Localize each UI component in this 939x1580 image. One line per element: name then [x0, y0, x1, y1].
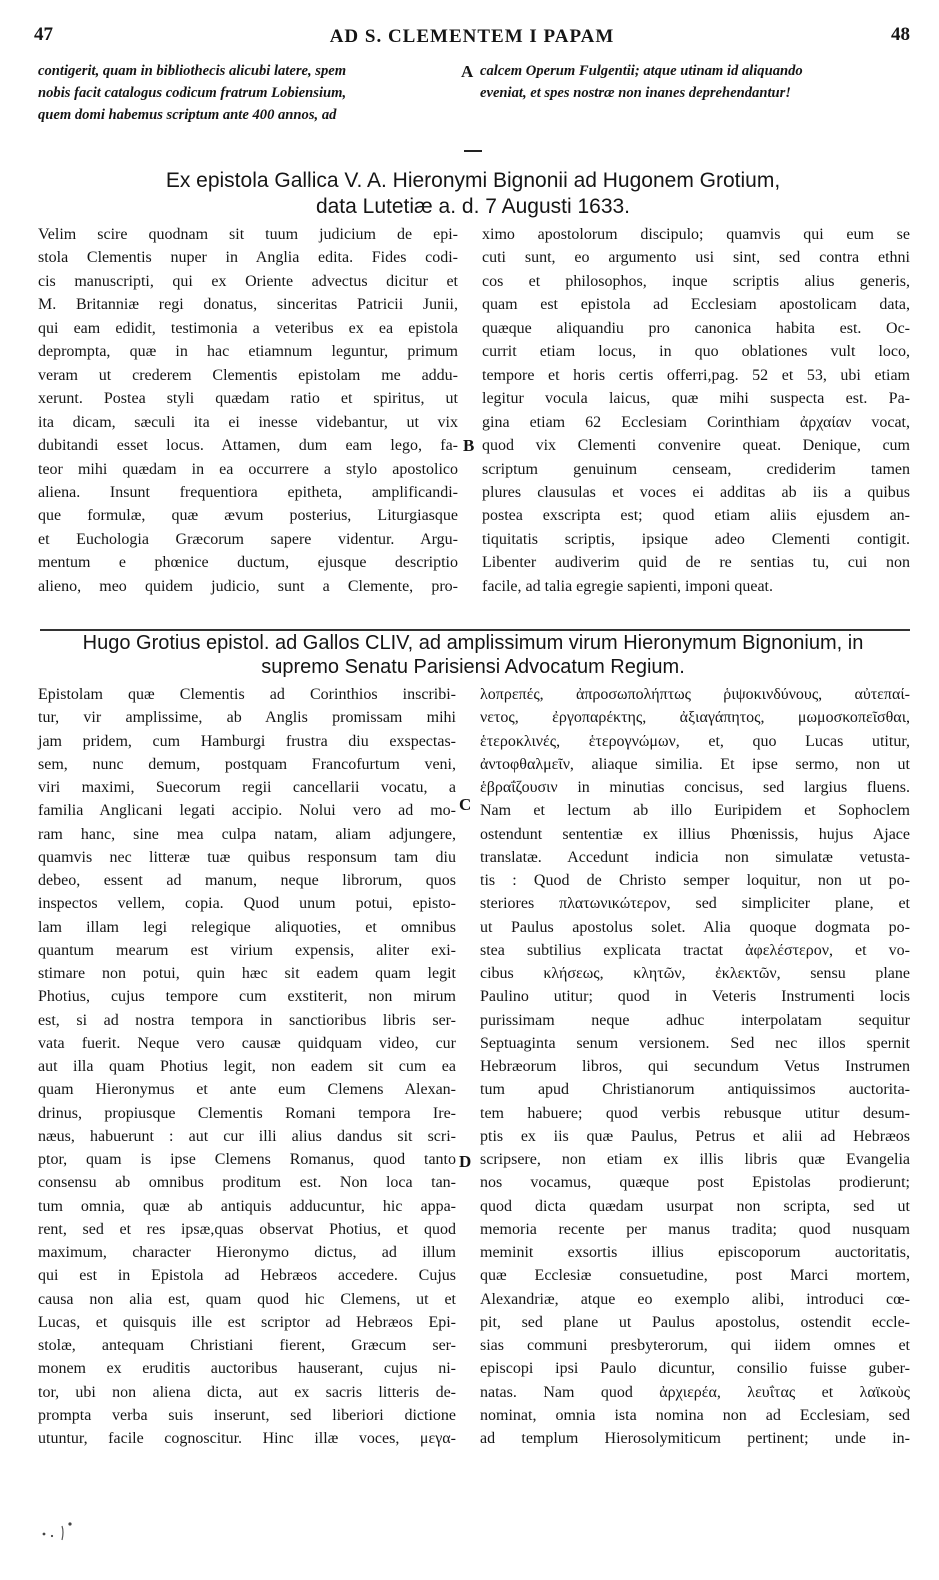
text-line: causa non alia est, quam quod hic Clemens, ut et [38, 1290, 456, 1308]
text-line: ita dicam, sæculi ita ei inesse videbantur, ut vix [38, 413, 458, 431]
text-line: Septuaginta senum versionem. Sed nec illos spernit [480, 1034, 910, 1052]
text-line: Epistolam quæ Clementis ad Corinthios inscribi- [38, 686, 456, 703]
text-line: ximo apostolorum discipulo; quamvis qui eum se [482, 226, 910, 243]
text-line: qui eam edidit, testimonia a veteribus ex ea epistola [38, 319, 458, 337]
text-line: et Euchologia Græcorum sapere videntur. Argu- [38, 530, 458, 548]
text-line: quæque aliquandiu pro canonica habita est. Oc- [482, 319, 910, 337]
text-line: ut Paulus apostolus solet. Alia quoque dogmata po- [480, 918, 910, 936]
text-line: nos vocamus, quæque post Epistolas prodierunt; [480, 1174, 910, 1192]
text-line: quam Hieronymus et ante eum Clemens Alexan- [38, 1081, 456, 1099]
text-line: stolæ, antequam Christiani fierent, Græcum ser- [38, 1337, 456, 1354]
text-line: purissimam neque adhuc interpolatam sequitur [480, 1011, 910, 1029]
text-line: consensu ab omnibus proditum est. Non loca tan- [38, 1174, 456, 1192]
section1-title-line1: Ex epistola Gallica V. A. Hieronymi Bignonii ad Hugonem Grotium, [165, 169, 781, 192]
text-line: aut illa quam Photius legit, non eadem sit cum ea [38, 1058, 456, 1075]
text-line: steriores πλατωνικώτερον, sed simpliciter plane, et [480, 895, 910, 913]
margin-letter-d: D [459, 1152, 472, 1171]
text-line: ἑτεροκλινές, ἑτερογνώμων, et, quo Lucas utitur, [480, 732, 910, 750]
text-line: quam est epistola ad Ecclesiam apostolicam data, [482, 296, 910, 314]
text-line: familia Anglicani legati accipio. Nolui vero ad mo- [38, 802, 456, 820]
page-header [34, 24, 910, 54]
text-line: mentum e phœnice ductum, ejusque descriptio [38, 554, 458, 572]
text-line: translatæ. Accedunt indicia non simulatæ vetusta- [480, 848, 910, 866]
text-line: debeo, essent ad manum, neque librorum, quos [38, 872, 456, 889]
text-line: est, si ad nostra tempora in sanctioribus libris ser- [38, 1011, 456, 1029]
text-line: legitur vocula laicus, quæ mihi suspecta est. Pa- [482, 390, 910, 408]
text-line: ptor, quam is ipse Clemens Romanus, quod tanto [38, 1151, 456, 1168]
text-line: quantum mearum est virium expensis, aliter exi- [38, 941, 456, 959]
text-line: tum omnia, quæ ab antiquis adducuntur, hic appa- [38, 1197, 456, 1215]
text-line: meminit exsortis illius episcoporum auctoritatis, [480, 1244, 910, 1261]
text-line: rent, sed et res ipsæ,quas observat Photius, et quod [38, 1220, 456, 1238]
section1-title [36, 168, 910, 220]
text-line: cuti sunt, eo argumento usi sint, sed contra ethni [482, 249, 910, 267]
text-line: gina etiam 62 Ecclesiam Corinthiam ἀρχαίαν vocat, [482, 413, 910, 431]
text-line: cibus κλήσεως, κλητῶν, ἐκλεκτῶν, sensu plane [480, 965, 910, 982]
text-line: sem, nunc demum, postquam Francofurtum veni, [38, 755, 456, 773]
top-note-right-column [480, 60, 908, 104]
text-line: νετος, ἐργοπαρέκτης, ἀξιαγάπητος, μωμοσκοπεῖσθαι, [480, 709, 910, 727]
section1-left-column [38, 223, 458, 598]
text-line: cos et philosophos, inque scriptis alius generis, [482, 272, 910, 290]
text-line: Libenter audiverim quid de re sentias tu, cui non [482, 554, 910, 572]
text-line: quod dicta quædam usurpat non scripta, sed ut [480, 1197, 910, 1215]
section1-right-column [482, 223, 910, 598]
text-line: vata fuerit. Neque vero causæ quidquam video, cur [38, 1034, 456, 1052]
page-number-right: 48 [891, 24, 910, 45]
text-line: inspectos vellem, copia. Quod unum potui, episto- [38, 895, 456, 913]
text-line: episcopi ipsi Paulo dicuntur, consilio fuisse guber- [480, 1360, 910, 1378]
text-line: jam pridem, cum Hamburgi frustra diu exspectas- [38, 732, 456, 750]
text-line: cis manuscripti, qui ex Oriente advectus dicitur et [38, 272, 458, 290]
text-line: qui est in Epistola ad Hebræos accedere. Cujus [38, 1267, 456, 1285]
text-line: ἑβραΐζουσιν in minutias concisus, sed largius fluens. [480, 779, 910, 796]
text-line: scriptum genuinum censeam, crediderim tamen [482, 460, 910, 478]
text-line: sias communi presbyterorum, qui iidem omnes et [480, 1337, 910, 1354]
text-line: plures clausulas et voces ei additas ab iis a quibus [482, 483, 910, 501]
text-line: Lucas, et quisquis ille est scriptor ad Hebræos Epi- [38, 1313, 456, 1331]
text-line: memoria recente per manus tradita; quod nusquam [480, 1220, 910, 1238]
page-number-left: 47 [34, 24, 53, 45]
text-line: deprompta, quæ in hac etiamnum leguntur, primum [38, 343, 458, 361]
section1-title-line2: data Lutetiæ a. d. 7 Augusti 1633. [315, 195, 631, 218]
text-line: alieno, meo quidem judicio, sunt a Clemente, pro- [38, 577, 458, 595]
text-line: utuntur, facile cognoscitur. Hinc illæ voces, μεγα- [38, 1430, 456, 1447]
text-line: pit, sed plane ut Paulus apostolus, ostendit eccle- [480, 1313, 910, 1331]
text-line: ἀντοφθαλμεῖν, aliaque similia. Et ipse sermo, non ut [480, 755, 910, 773]
text-line: facile, ad talia egregie sapienti, imponi queat. [482, 577, 773, 595]
text-line: currit etiam locus, in quo oblationes vult loco, [482, 343, 910, 361]
text-line: Photius, cujus tempore cum exstiterit, non mirum [38, 988, 456, 1006]
section2-left-column [38, 683, 456, 1450]
text-line: tem habuere; quod verbis rebusque utitur desum- [480, 1104, 910, 1122]
top-note-left-column [38, 60, 456, 126]
text-line: xerunt. Postea styli quædam ratio et spiritus, ut [38, 390, 458, 408]
text-line: natas. Nam quod ἀρχιερέα, λευΐτας et λαϊκοὺς [480, 1383, 910, 1401]
text-line: tor, ubi non aliena dicta, aut ex sacris litteris de- [38, 1383, 456, 1401]
section2-right-column [480, 683, 910, 1450]
running-title: AD S. CLEMENTEM I PAPAM [329, 26, 615, 47]
section2-title-line1: Hugo Grotius epistol. ad Gallos CLIV, ad amplissimum virum Hieronymum Bignonium, in [82, 632, 864, 654]
text-line: monem ex eruditis auctoribus hauserant, cujus ni- [38, 1360, 456, 1378]
text-line: ostendunt sententiæ ex illius Phœnissis, hujus Ajace [480, 825, 910, 843]
text-line: tempore et horis certis offerri,pag. 52 et 53, ubi etiam [482, 366, 910, 384]
ink-specks [40, 1516, 160, 1546]
section2-title [36, 631, 910, 679]
text-line: maximum, character Hieronymo dictus, ad illum [38, 1244, 456, 1261]
text-line: veram ut crederem Clementis epistolam me addu- [38, 366, 458, 384]
margin-letter-b: B [463, 436, 475, 455]
section2-title-line2: supremo Senatu Parisiensi Advocatum Regium. [261, 656, 685, 678]
text-line: Alexandriæ, atque eo exemplo alibi, introduci cœ- [480, 1290, 910, 1308]
text-line: eveniat, et spes nostræ non inanes deprehendantur! [480, 85, 791, 101]
text-line: λοπρεπές, ἀπροσωπολήπτως ῥιψοκινδύνους, αὐτεπαί- [480, 686, 910, 703]
text-line: dubitandi esset locus. Attamen, dum eam lego, fa- [38, 437, 458, 455]
text-line: tiquitatis scriptis, ipsique adeo Clementi contigit. [482, 530, 910, 548]
short-divider [464, 150, 482, 152]
text-line: lam illam legi relegique aliquoties, et omnibus [38, 918, 456, 936]
text-line: ptis ex iis quæ Paulus, Petrus et alii ad Hebræos [480, 1127, 910, 1145]
text-line: viri maximi, Suecorum regii cancellarii vocatu, a [38, 779, 456, 796]
text-line: tum apud Christianorum antiquissimos auctorita- [480, 1081, 910, 1099]
text-line: que formulæ, quæ ævum posterius, Liturgiasque [38, 507, 458, 525]
text-line: ad templum Hierosolymiticum pertinent; unde in- [480, 1430, 910, 1447]
text-line: quamvis nec litteræ tuæ quibus responsum tam diu [38, 848, 456, 866]
text-line: stimare non potui, quin hæc sit eadem quam legit [38, 965, 456, 982]
text-line: næus, habuerunt : aut cur illi alius dandus sit scri- [38, 1127, 456, 1145]
text-line: ram hanc, sine mea culpa natam, aliam adjungere, [38, 825, 456, 843]
text-line: Nam et lectum ab illo Euripidem et Sophoclem [480, 802, 910, 820]
text-line: Hebræorum libros, qui secundum Vetus Instrumen [480, 1058, 910, 1075]
text-line: aliena. Insunt frequentiora epitheta, amplificandi- [38, 483, 458, 501]
text-line: quem domi habemus scriptum ante 400 annos, ad [38, 107, 337, 123]
text-line: nobis facit catalogus codicum fratrum Lobiensium, [38, 85, 347, 101]
text-line: quod vix Clementi convenire queat. Denique, cum [482, 437, 910, 455]
text-line: teor mihi quædam in ea occurrere a stylo apostolico [38, 460, 458, 478]
text-line: postea exscripta est; quod etiam aliis ejusdem an- [482, 507, 910, 525]
text-line: nominat, omnia ista nomina non ad Ecclesiam, sed [480, 1406, 910, 1424]
text-line: quæ Ecclesiæ consuetudine, post Marci mortem, [480, 1267, 910, 1285]
margin-letter-c: C [459, 795, 472, 814]
text-line: tis : Quod de Christo semper loquitur, non ut po- [480, 872, 910, 889]
text-line: stea subtilius explicata tractat ἀφελέστερον, et vo- [480, 941, 910, 959]
text-line: Paulino utitur; quod in Veteris Instrumenti locis [480, 988, 910, 1006]
text-line: prompta verba suis inserunt, sed liberiori dictione [38, 1406, 456, 1424]
text-line: stola Clementis nuper in Anglia edita. Fides codi- [38, 249, 458, 267]
text-line: contigerit, quam in bibliothecis alicubi latere, spem [38, 63, 347, 79]
text-line: tur, vir amplissime, ab Anglis promissam mihi [38, 709, 456, 727]
text-line: scripsere, non etiam ex illis libris quæ Evangelia [480, 1151, 910, 1168]
margin-letter-a: A [461, 62, 474, 81]
text-line: calcem Operum Fulgentii; atque utinam id aliquando [480, 63, 803, 79]
text-line: drinus, propiusque Clementis Romani tempora Ire- [38, 1104, 456, 1122]
text-line: M. Britanniæ regi donatus, sinceritas Patricii Junii, [38, 296, 458, 314]
text-line: Velim scire quodnam sit tuum judicium de epi- [38, 226, 458, 243]
